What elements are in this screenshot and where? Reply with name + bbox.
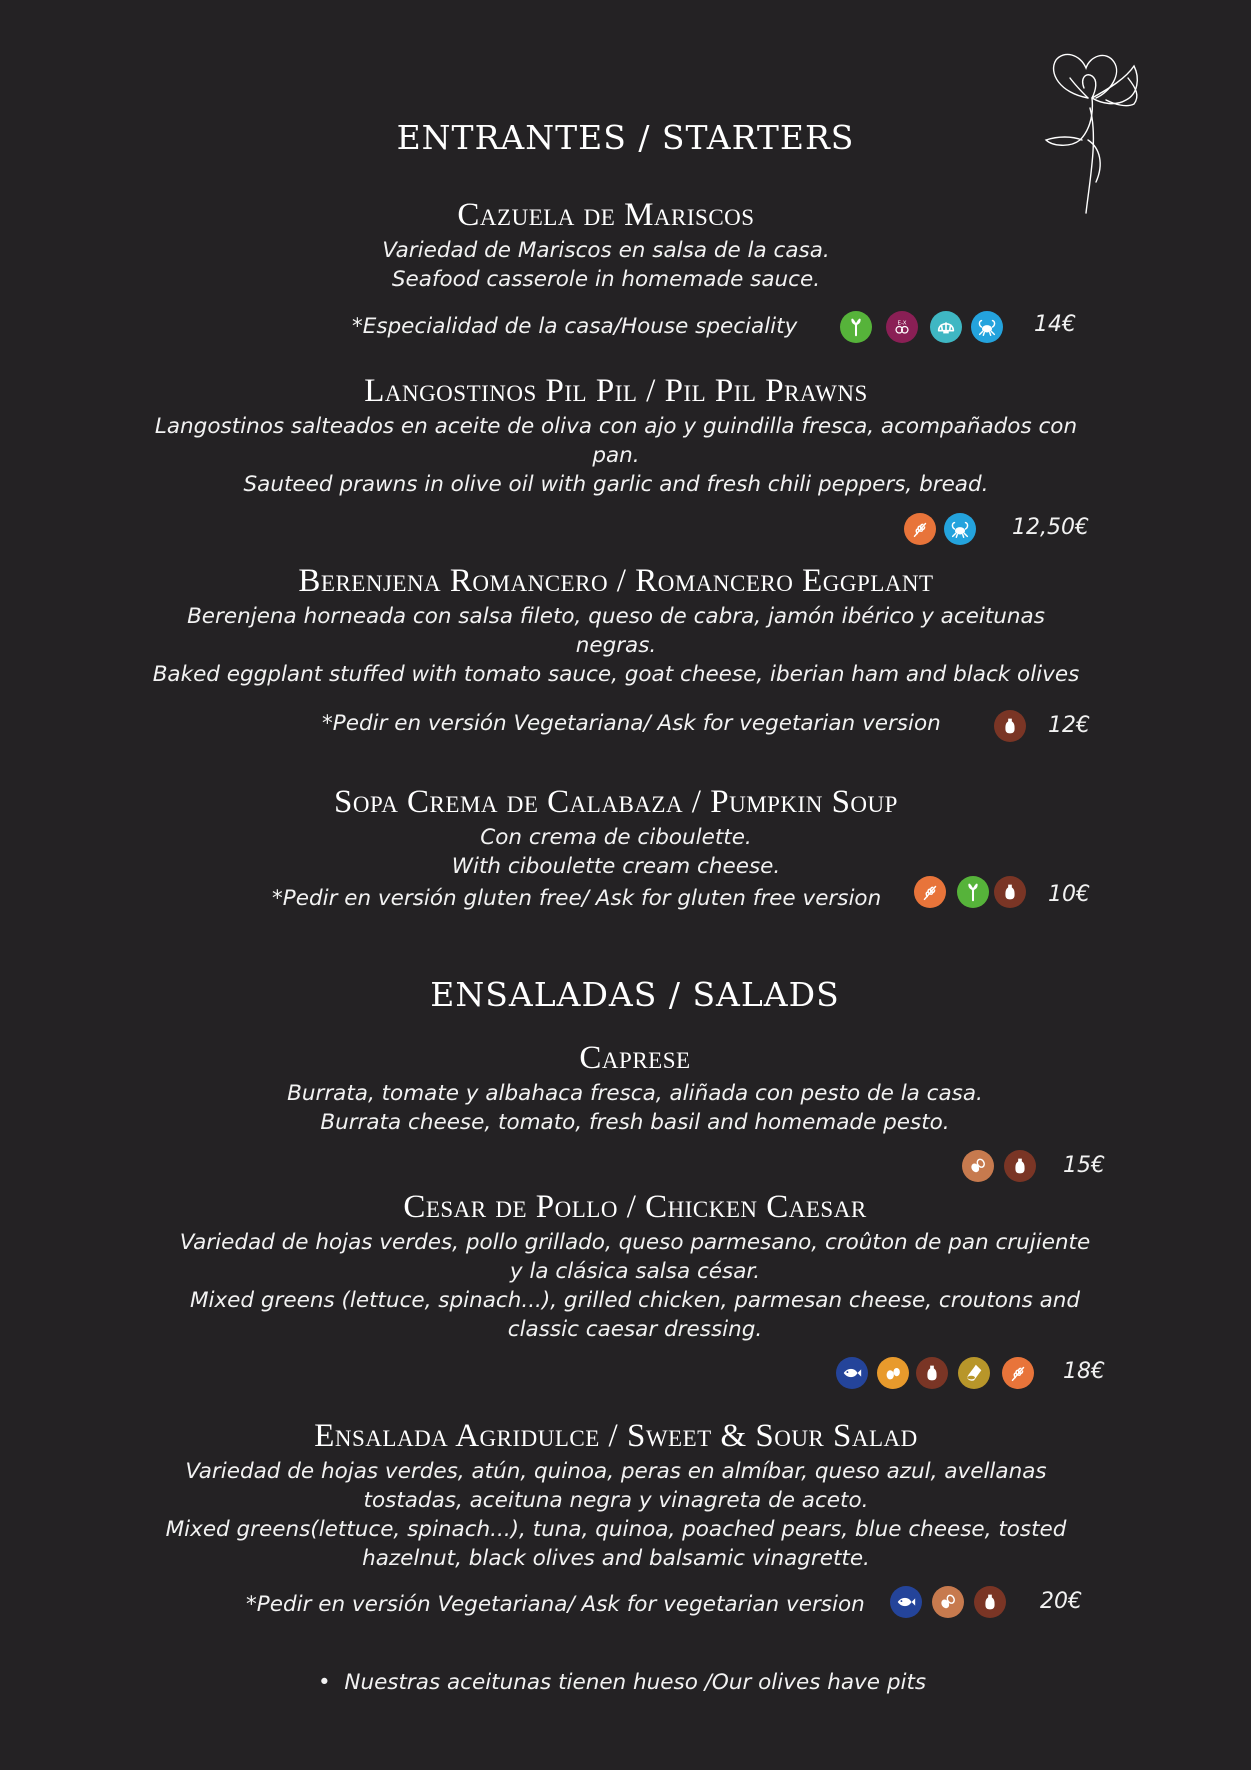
footer-text: Nuestras aceitunas tienen hueso /Our olives have pits [344,1670,927,1695]
starters-section-title: ENTRANTES / STARTERS [396,118,855,157]
dish-title-berenjena: Berenjena Romancero / Romancero Eggplant [298,563,934,599]
dish-note-agridulce: *Pedir en versión Vegetariana/ Ask for vegetarian version [246,1592,865,1617]
dish-price-cesar: 18€ [1063,1359,1105,1384]
dish-desc-es-sopa: Con crema de ciboulette. [480,825,752,850]
dish-price-sopa: 10€ [1048,882,1090,907]
gluten-icon [914,876,946,908]
dish-desc-es-cesar: Variedad de hojas verdes, pollo grillado, queso parmesano, croûton de pan crujiente [179,1230,1091,1255]
dish-title-cesar: Cesar de Pollo / Chicken Caesar [403,1189,867,1225]
eggs-icon [877,1357,909,1389]
dish-desc-en-sopa: With ciboulette cream cheese. [451,854,781,879]
dish-note-berenjena: *Pedir en versión Vegetariana/ Ask for vegetarian version [322,711,941,736]
footer-note [318,1670,926,1695]
salads-section-title: ENSALADAS / SALADS [430,975,840,1014]
dish-title-sopa: Sopa Crema de Calabaza / Pumpkin Soup [334,784,898,820]
dairy-icon [974,1586,1006,1618]
dish-desc-en-cesar-2: classic caesar dressing. [507,1317,763,1342]
gluten-icon [904,513,936,545]
molluscs-icon [930,311,962,343]
nuts-icon [962,1150,994,1182]
dish-price-cazuela: 14€ [1034,312,1076,337]
crustaceans-icon [971,311,1003,343]
gluten-icon [1002,1357,1034,1389]
dairy-icon [916,1357,948,1389]
dish-note-sopa: *Pedir en versión gluten free/ Ask for gluten free version [272,886,882,911]
bullet: • [318,1670,331,1695]
dish-title-langostinos: Langostinos Pil Pil / Pil Pil Prawns [364,373,868,409]
dish-desc-en-agridulce-2: hazelnut, black olives and balsamic vinagrette. [362,1546,870,1571]
mustard-icon [958,1357,990,1389]
crustaceans-icon [944,513,976,545]
dish-desc-es-berenjena: Berenjena horneada con salsa fileto, queso de cabra, jamón ibérico y aceitunas [187,604,1045,629]
dish-desc-es-caprese: Burrata, tomate y albahaca fresca, aliñada con pesto de la casa. [287,1081,983,1106]
nuts-icon [932,1586,964,1618]
dish-price-agridulce: 20€ [1040,1589,1082,1614]
dish-price-berenjena: 12€ [1048,713,1090,738]
dish-desc-es-langostinos-2: pan. [592,443,640,468]
dish-note-cazuela: *Especialidad de la casa/House speciality [352,314,798,339]
dish-desc-en-caprese: Burrata cheese, tomato, fresh basil and homemade pesto. [320,1110,950,1135]
fish-icon [836,1357,868,1389]
dairy-icon [1004,1150,1036,1182]
dish-desc-en-berenjena: Baked eggplant stuffed with tomato sauce, goat cheese, iberian ham and black olives [152,662,1080,687]
dish-desc-en-cazuela: Seafood casserole in homemade sauce. [391,267,821,292]
dish-price-caprese: 15€ [1063,1153,1105,1178]
dish-title-cazuela: Cazuela de Mariscos [457,197,755,233]
dish-desc-es-agridulce: Variedad de hojas verdes, atún, quinoa, peras en almíbar, queso azul, avellanas [185,1459,1047,1484]
dish-desc-es-langostinos: Langostinos salteados en aceite de oliva con ajo y guindilla fresca, acompañados con [154,414,1078,439]
dish-desc-es-cesar-2: y la clásica salsa césar. [509,1259,761,1284]
celery-icon [957,876,989,908]
dish-desc-en-langostinos: Sauteed prawns in olive oil with garlic and fresh chili peppers, bread. [243,472,989,497]
dish-desc-es-agridulce-2: tostadas, aceituna negra y vinagreta de aceto. [363,1488,869,1513]
dish-title-caprese: Caprese [579,1040,691,1076]
dish-desc-es-cazuela: Variedad de Mariscos en salsa de la casa. [382,238,830,263]
dish-desc-es-berenjena-2: negras. [575,633,657,658]
dish-desc-en-cesar: Mixed greens (lettuce, spinach...), grilled chicken, parmesan cheese, croutons and [189,1288,1081,1313]
svg-text:E-X: E-X [897,320,907,327]
dish-title-agridulce: Ensalada Agridulce / Sweet & Sour Salad [314,1418,918,1454]
fish-icon [890,1586,922,1618]
sulphites-icon [886,311,918,343]
celery-icon [840,311,872,343]
dairy-icon [994,876,1026,908]
dish-price-langostinos: 12,50€ [1012,515,1089,540]
dish-desc-en-agridulce: Mixed greens(lettuce, spinach...), tuna, quinoa, poached pears, blue cheese, tosted [165,1517,1067,1542]
dairy-icon [994,710,1026,742]
